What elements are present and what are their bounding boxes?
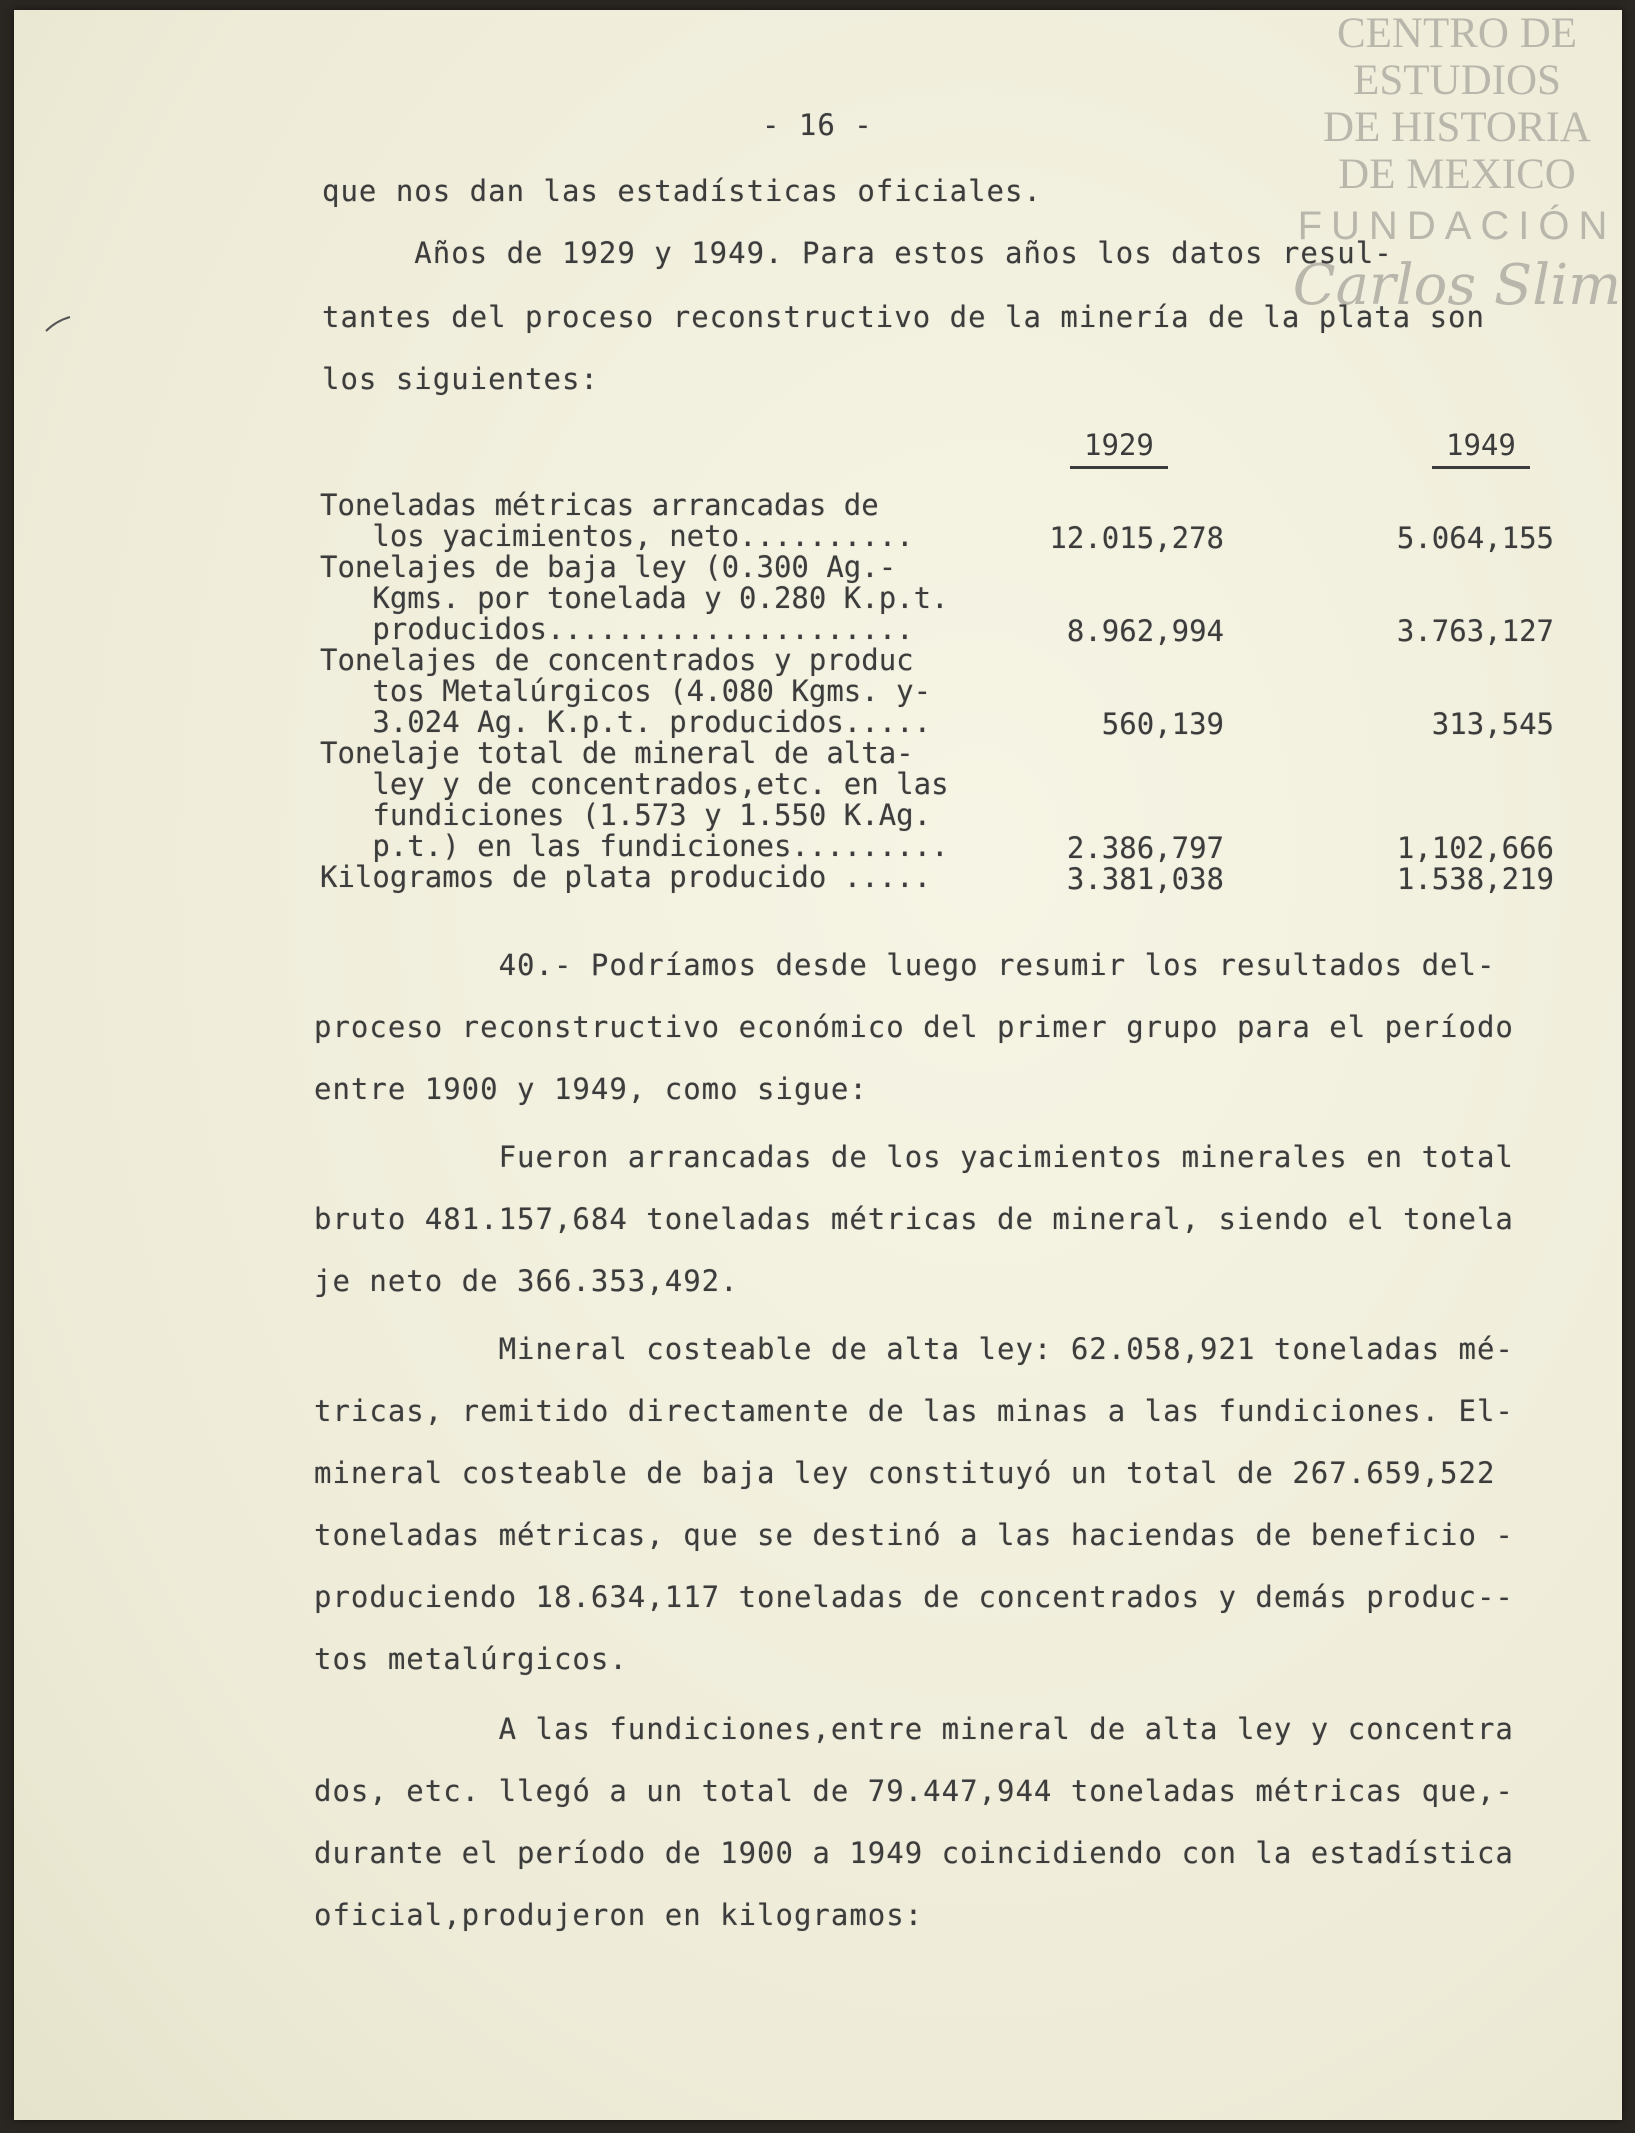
intro-line: Años de 1929 y 1949. Para estos años los datos resul- — [322, 236, 1393, 270]
intro-line: que nos dan las estadísticas oficiales. — [322, 174, 1042, 208]
table-cell-1949: 1,102,666 — [1396, 831, 1554, 865]
body-line: 40.- Podríamos desde luego resumir los resultados del- — [314, 948, 1496, 982]
table-cell-1949: 3.763,127 — [1396, 614, 1554, 648]
watermark-line: DE MEXICO — [1338, 151, 1576, 198]
table-cell-1929: 560,139 — [1101, 707, 1224, 741]
watermark-fundacion: FUNDACIÓN — [1297, 204, 1617, 248]
body-line: entre 1900 y 1949, como sigue: — [314, 1072, 868, 1106]
margin-mark-icon — [44, 315, 74, 335]
table-cell-1949: 1.538,219 — [1396, 862, 1554, 896]
watermark-signature: Carlos Slim — [1292, 253, 1622, 318]
body-line: dos, etc. llegó a un total de 79.447,944 toneladas métricas que,- — [314, 1774, 1514, 1808]
body-line: produciendo 18.634,117 toneladas de concentrados y demás produc-- — [314, 1580, 1514, 1614]
table-row-label: Tonelajes de concentrados y produc tos Metalúrgicos (4.080 Kgms. y- 3.024 Ag. K.p.t. producidos..... — [320, 643, 932, 739]
body-line: Fueron arrancadas de los yacimientos minerales en total — [314, 1140, 1514, 1174]
body-line: bruto 481.157,684 toneladas métricas de mineral, siendo el tonela — [314, 1202, 1514, 1236]
body-line: Mineral costeable de alta ley: 62.058,921 toneladas mé- — [314, 1332, 1514, 1366]
body-line: mineral costeable de baja ley constituyó un total de 267.659,522 — [314, 1456, 1496, 1490]
table-row-label: Tonelajes de baja ley (0.300 Ag.- Kgms. por tonelada y 0.280 K.p.t. producidos..................... — [320, 550, 949, 646]
table-cell-1949: 5.064,155 — [1396, 521, 1554, 555]
watermark-line: CENTRO DE — [1336, 10, 1578, 57]
table-header-year-1949: 1949 — [1432, 428, 1530, 469]
body-line: proceso reconstructivo económico del primer grupo para el período — [314, 1010, 1514, 1044]
table-cell-1949: 313,545 — [1431, 707, 1554, 741]
watermark-line: ESTUDIOS — [1353, 57, 1561, 104]
document-page — [14, 10, 1622, 2120]
body-line: je neto de 366.353,492. — [314, 1264, 739, 1298]
watermark-stamp — [1292, 10, 1622, 318]
intro-line: tantes del proceso reconstructivo de la minería de la plata son — [322, 300, 1485, 334]
table-cell-1929: 12.015,278 — [1049, 521, 1224, 555]
table-cell-1929: 3.381,038 — [1066, 862, 1224, 896]
body-line: tricas, remitido directamente de las minas a las fundiciones. El- — [314, 1394, 1514, 1428]
table-header-year-1929: 1929 — [1070, 428, 1168, 469]
body-line: tos metalúrgicos. — [314, 1642, 628, 1676]
table-row-label: Toneladas métricas arrancadas de los yacimientos, neto.......... — [320, 488, 914, 553]
watermark-line: DE HISTORIA — [1323, 104, 1591, 151]
table-cell-1929: 8.962,994 — [1066, 614, 1224, 648]
body-line: toneladas métricas, que se destinó a las haciendas de beneficio - — [314, 1518, 1514, 1552]
table-row-label: Tonelaje total de mineral de alta- ley y de concentrados,etc. en las fundiciones (1.573 y 1.550 K.Ag. p.t.) en las fundiciones......... — [320, 736, 949, 863]
intro-line: los siguientes: — [322, 362, 599, 396]
body-line: durante el período de 1900 a 1949 coincidiendo con la estadística — [314, 1836, 1514, 1870]
page-number: - 16 - — [762, 108, 873, 142]
body-line: oficial,produjeron en kilogramos: — [314, 1898, 924, 1932]
table-row-label: Kilogramos de plata producido ..... — [320, 860, 932, 894]
table-cell-1929: 2.386,797 — [1066, 831, 1224, 865]
body-line: A las fundiciones,entre mineral de alta ley y concentra — [314, 1712, 1514, 1746]
